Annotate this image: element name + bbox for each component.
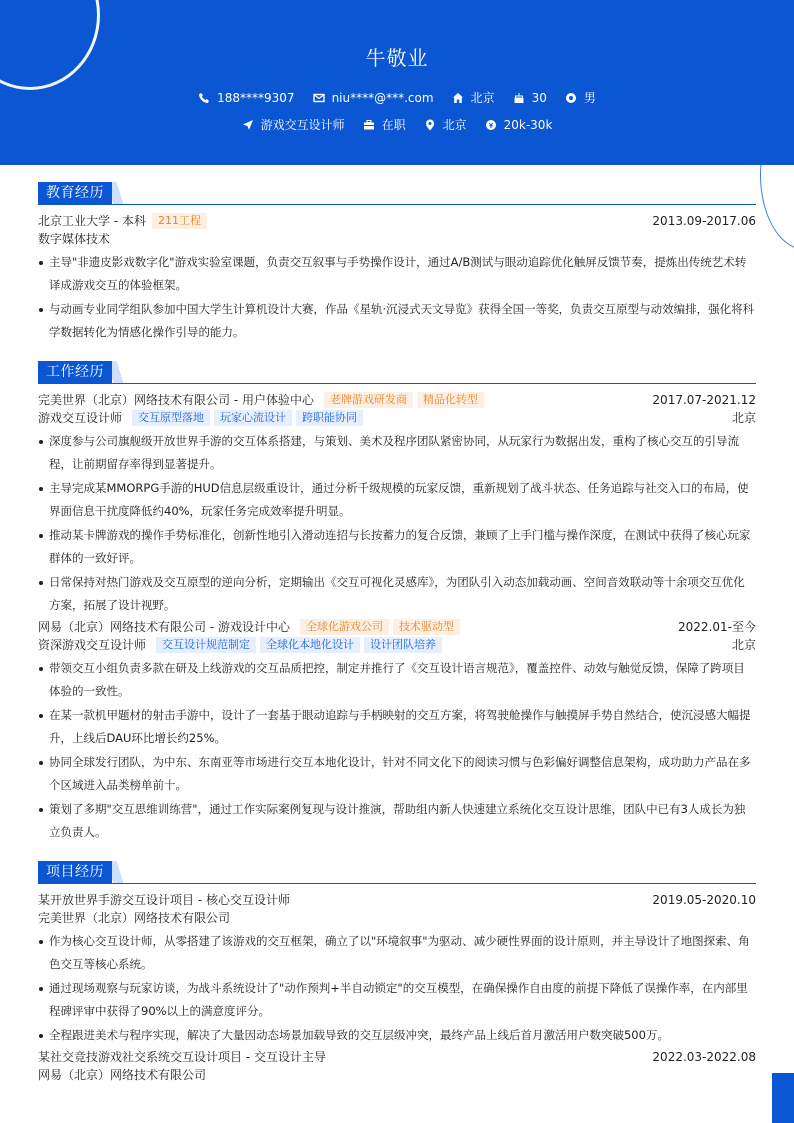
list-item: 深度参与公司旗舰级开放世界手游的交互体系搭建，与策划、美术及程序团队紧密协同，从玩家行为数据出发，重构了核心交互的引导流程，让前期留存率得到显著提升。 <box>38 430 756 476</box>
project-company: 完美世界（北京）网络技术有限公司 <box>38 911 231 925</box>
project-period: 2019.05-2020.10 <box>652 893 756 907</box>
list-item: 通过现场观察与玩家访谈，为战斗系统设计了"动作预判+半自动锁定"的交互模型，在确保操作自由度的前提下降低了误操作率，在内部里程碑评审中获得了90%以上的满意度评分。 <box>38 977 756 1023</box>
status-item <box>363 116 406 133</box>
list-item: 全程跟进美术与程序实现，解决了大量因动态场景加载导致的交互层级冲突，最终产品上线后首月激活用户数突破500万。 <box>38 1024 756 1047</box>
phone-item <box>198 89 294 106</box>
home-icon <box>452 92 464 104</box>
job-period: 2022.01-至今 <box>678 620 756 634</box>
role-tag: 跨职能协同 <box>296 410 363 426</box>
list-item: 作为核心交互设计师，从零搭建了该游戏的交互框架，确立了以"环境叙事"为驱动、减少硬性界面的设计原则，并主导设计了地图探索、角色交互等核心系统。 <box>38 930 756 976</box>
gender-text: 男 <box>583 91 596 105</box>
list-item: 主导完成某MMORPG手游的HUD信息层级重设计，通过分析千级规模的玩家反馈，重新规划了战斗状态、任务追踪与社交入口的布局，使界面信息干扰度降低约40%，玩家任务完成效率提升明显。 <box>38 477 756 523</box>
project-header-row <box>38 1048 756 1066</box>
decorative-corner-block <box>772 1073 794 1123</box>
city-item <box>424 116 467 133</box>
briefcase-icon <box>363 119 375 131</box>
cake-icon <box>513 92 525 104</box>
education-section-header <box>38 182 756 206</box>
major: 数字媒体技术 <box>38 232 111 246</box>
project-title: 项目经历 <box>38 861 112 883</box>
job-intent-row <box>0 116 794 133</box>
job-bullets <box>38 657 756 844</box>
phone-text: 188****9307 <box>217 90 295 105</box>
project-name: 某开放世界手游交互设计项目 - 核心交互设计师 <box>38 893 290 907</box>
residence-item <box>452 89 495 106</box>
section-divider <box>38 883 756 884</box>
mail-icon <box>313 92 325 104</box>
status-text: 在职 <box>381 118 406 132</box>
company-tag: 精品化转型 <box>417 392 484 408</box>
gender-item <box>565 89 596 106</box>
project-bullets <box>38 930 756 1047</box>
company-tag: 技术驱动型 <box>393 619 460 635</box>
education-bullets <box>38 251 756 344</box>
project-company-row <box>38 1066 756 1084</box>
project-company: 网易（北京）网络技术有限公司 <box>38 1068 207 1082</box>
age-item <box>513 89 547 106</box>
company-tag: 老牌游戏研发商 <box>324 392 413 408</box>
role-tag: 玩家心流设计 <box>214 410 292 426</box>
project-company-row <box>38 909 756 927</box>
send-icon <box>242 119 254 131</box>
resume-header <box>0 0 794 165</box>
position-text: 游戏交互设计师 <box>260 118 345 132</box>
resume-body <box>38 182 756 1084</box>
list-item: 与动画专业同学组队参加中国大学生计算机设计大赛，作品《星轨·沉浸式天文导览》获得全国一等奖，负责交互原型与动效编排，强化将科学数据转化为情感化操作引导的能力。 <box>38 298 756 344</box>
list-item: 在某一款机甲题材的射击手游中，设计了一套基于眼动追踪与手柄映射的交互方案，将驾驶舱操作与触摸屏手势自然结合，使沉浸感大幅提升，上线后DAU环比增长约25%。 <box>38 704 756 750</box>
list-item: 日常保持对热门游戏及交互原型的逆向分析，定期输出《交互可视化灵感库》，为团队引入动态加载动画、空间音效联动等十余项交互优化方案，拓展了设计视野。 <box>38 571 756 617</box>
list-item: 主导"非遗皮影戏数字化"游戏实验室课题，负责交互叙事与手势操作设计，通过A/B测试与眼动追踪优化触屏反馈节奏，提炼出传统艺术转译成游戏交互的体验框架。 <box>38 251 756 297</box>
education-title: 教育经历 <box>38 182 112 204</box>
project-header-row <box>38 891 756 909</box>
job-bullets <box>38 430 756 617</box>
project-period: 2022.03-2022.08 <box>652 1050 756 1064</box>
phone-icon <box>198 92 210 104</box>
job-role: 游戏交互设计师 <box>38 411 123 425</box>
city-text: 北京 <box>442 118 467 132</box>
job-header-row <box>38 391 756 409</box>
list-item: 带领交互小组负责多款在研及上线游戏的交互品质把控，制定并推行了《交互设计语言规范》，覆盖控件、动效与触觉反馈，保障了跨项目体验的一致性。 <box>38 657 756 703</box>
job-city: 北京 <box>731 411 756 425</box>
salary-text: 20k-30k <box>503 117 553 132</box>
company-tag: 全球化游戏公司 <box>300 619 389 635</box>
location-icon <box>424 119 436 131</box>
decorative-arc <box>760 165 794 250</box>
project-section-header <box>38 861 756 885</box>
role-tag: 交互原型落地 <box>132 410 210 426</box>
salary-item <box>485 116 553 133</box>
role-tag: 设计团队培养 <box>364 637 442 653</box>
email-text: niu****@***.com <box>331 90 434 105</box>
position-item <box>242 116 345 133</box>
candidate-name: 牛敬业 <box>365 46 429 70</box>
salary-icon <box>485 119 497 131</box>
list-item: 协同全球发行团队，为中东、东南亚等市场进行交互本地化设计，针对不同文化下的阅读习惯与色彩偏好调整信息架构，成功助力产品在多个区域进入品类榜单前十。 <box>38 751 756 797</box>
work-section-header <box>38 361 756 385</box>
company-name: 完美世界（北京）网络技术有限公司 - 用户体验中心 <box>38 393 314 407</box>
job-city: 北京 <box>731 638 756 652</box>
role-tag: 全球化本地化设计 <box>260 637 360 653</box>
section-divider <box>38 204 756 205</box>
education-period: 2013.09-2017.06 <box>652 214 756 228</box>
gender-icon <box>565 92 577 104</box>
company-name: 网易（北京）网络技术有限公司 - 游戏设计中心 <box>38 620 290 634</box>
education-header-row <box>38 212 756 230</box>
job-header-row <box>38 618 756 636</box>
project-name: 某社交竞技游戏社交系统交互设计项目 - 交互设计主导 <box>38 1050 326 1064</box>
job-period: 2017.07-2021.12 <box>652 393 756 407</box>
role-tag: 交互设计规范制定 <box>156 637 256 653</box>
job-role: 资深游戏交互设计师 <box>38 638 147 652</box>
work-title: 工作经历 <box>38 361 112 383</box>
section-divider <box>38 383 756 384</box>
list-item: 策划了多期"交互思维训练营"，通过工作实际案例复现与设计推演，帮助组内新人快速建立系统化交互设计思维，团队中已有3人成长为独立负责人。 <box>38 798 756 844</box>
school-name: 北京工业大学 - 本科 <box>38 214 146 228</box>
email-item <box>313 89 434 106</box>
job-role-row <box>38 636 756 654</box>
major-row <box>38 230 756 248</box>
school-tag: 211工程 <box>152 213 207 229</box>
list-item: 推动某卡牌游戏的操作手势标准化，创新性地引入滑动连招与长按蓄力的复合反馈，兼顾了上手门槛与操作深度，在测试中获得了核心玩家群体的一致好评。 <box>38 524 756 570</box>
age-text: 30 <box>531 90 547 105</box>
contact-row <box>0 89 794 106</box>
residence-text: 北京 <box>470 91 495 105</box>
job-role-row <box>38 409 756 427</box>
